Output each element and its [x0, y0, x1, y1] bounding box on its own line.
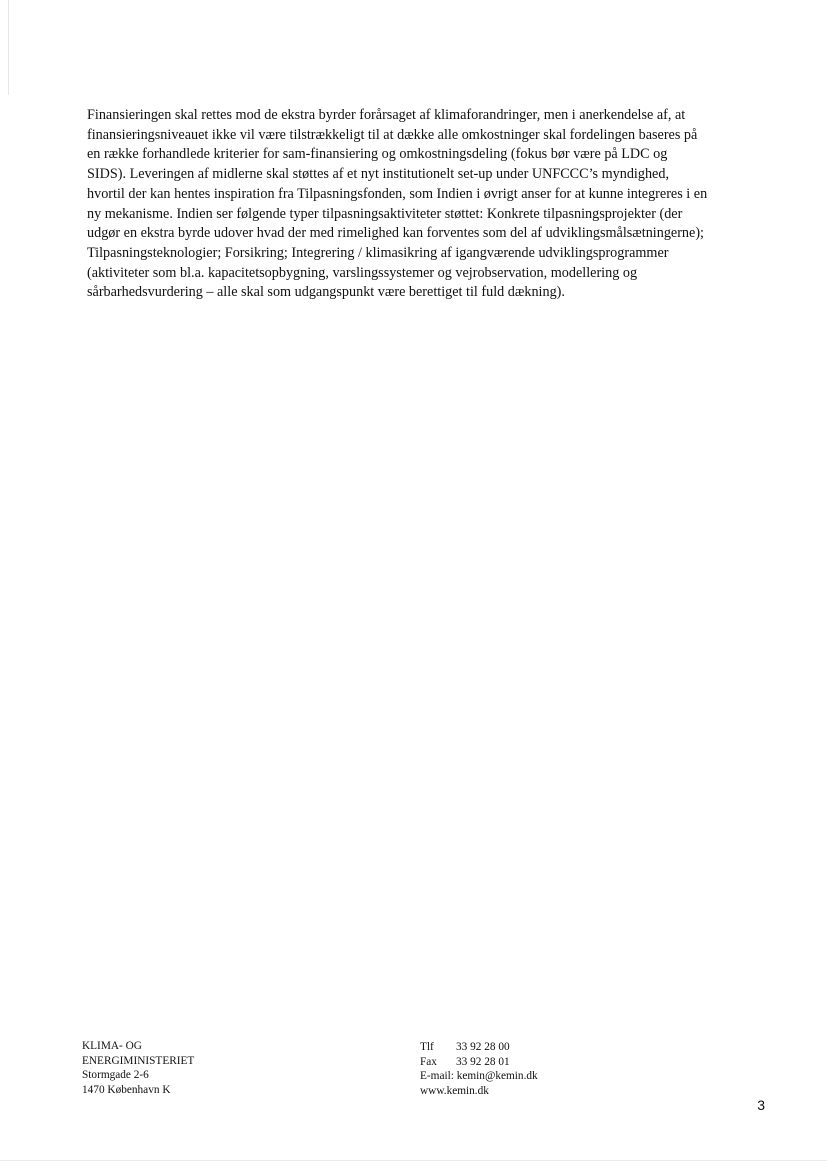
paragraph-line: SIDS). Leveringen af midlerne skal støttes af et nyt institutionelt set-up under UNFCCC’s myndighed, — [87, 166, 669, 183]
email-line: E-mail: kemin@kemin.dk — [420, 1070, 538, 1083]
phone-row — [420, 1040, 538, 1055]
paragraph-line: (aktiviteter som bl.a. kapacitetsopbygning, varslingssystemer og vejrobservation, modellering og — [87, 264, 638, 281]
fax-number: 33 92 28 01 — [456, 1055, 510, 1068]
paragraph-line: Finansieringen skal rettes mod de ekstra byrder forårsaget af klimaforandringer, men i anerkendelse af, at — [87, 107, 686, 123]
paragraph-line: en række forhandlede kriterier for sam-finansiering og omkostningsdeling (fokus bør være på LDC og — [87, 146, 668, 163]
paragraph-line: sårbarhedsvurdering – alle skal som udgangspunkt være berettiget til fuld dækning). — [87, 284, 565, 301]
page-edge-bottom-line — [0, 1160, 827, 1161]
phone-label: Tlf — [420, 1041, 434, 1053]
footer-contact — [420, 1040, 538, 1098]
street-address: Stormgade 2-6 — [82, 1069, 149, 1082]
page-number: 3 — [757, 1097, 765, 1113]
postal-city: 1470 København K — [82, 1083, 171, 1096]
fax-row — [420, 1055, 538, 1070]
paragraph-line: finansieringsniveauet ikke vil være tilstrækkeligt til at dække alle omkostninger skal fordelingen baseres på — [87, 126, 698, 143]
page-edge-line — [8, 0, 9, 95]
body-paragraph — [87, 106, 767, 303]
paragraph-line: Tilpasningsteknologier; Forsikring; Integrering / klimasikring af igangværende udviklingsprogrammer — [87, 244, 669, 261]
paragraph-line: udgør en ekstra byrde udover hvad der med rimelighed kan forventes som del af udviklingsmålsætningerne); — [87, 225, 704, 242]
ministry-name-line-2: ENERGIMINISTERIET — [82, 1054, 195, 1067]
paragraph-line: hvortil der kan hentes inspiration fra Tilpasningsfonden, som Indien i øvrigt anser for at kunne integreres i en — [87, 185, 708, 202]
ministry-name-line-1: KLIMA- OG — [82, 1040, 142, 1052]
website-line: www.kemin.dk — [420, 1084, 489, 1097]
paragraph-line: ny mekanisme. Indien ser følgende typer tilpasningsaktiviteter støttet: Konkrete tilpasningsprojekter (der — [87, 205, 683, 222]
fax-label: Fax — [420, 1055, 437, 1068]
footer-address — [82, 1039, 194, 1097]
phone-number: 33 92 28 00 — [456, 1041, 510, 1053]
